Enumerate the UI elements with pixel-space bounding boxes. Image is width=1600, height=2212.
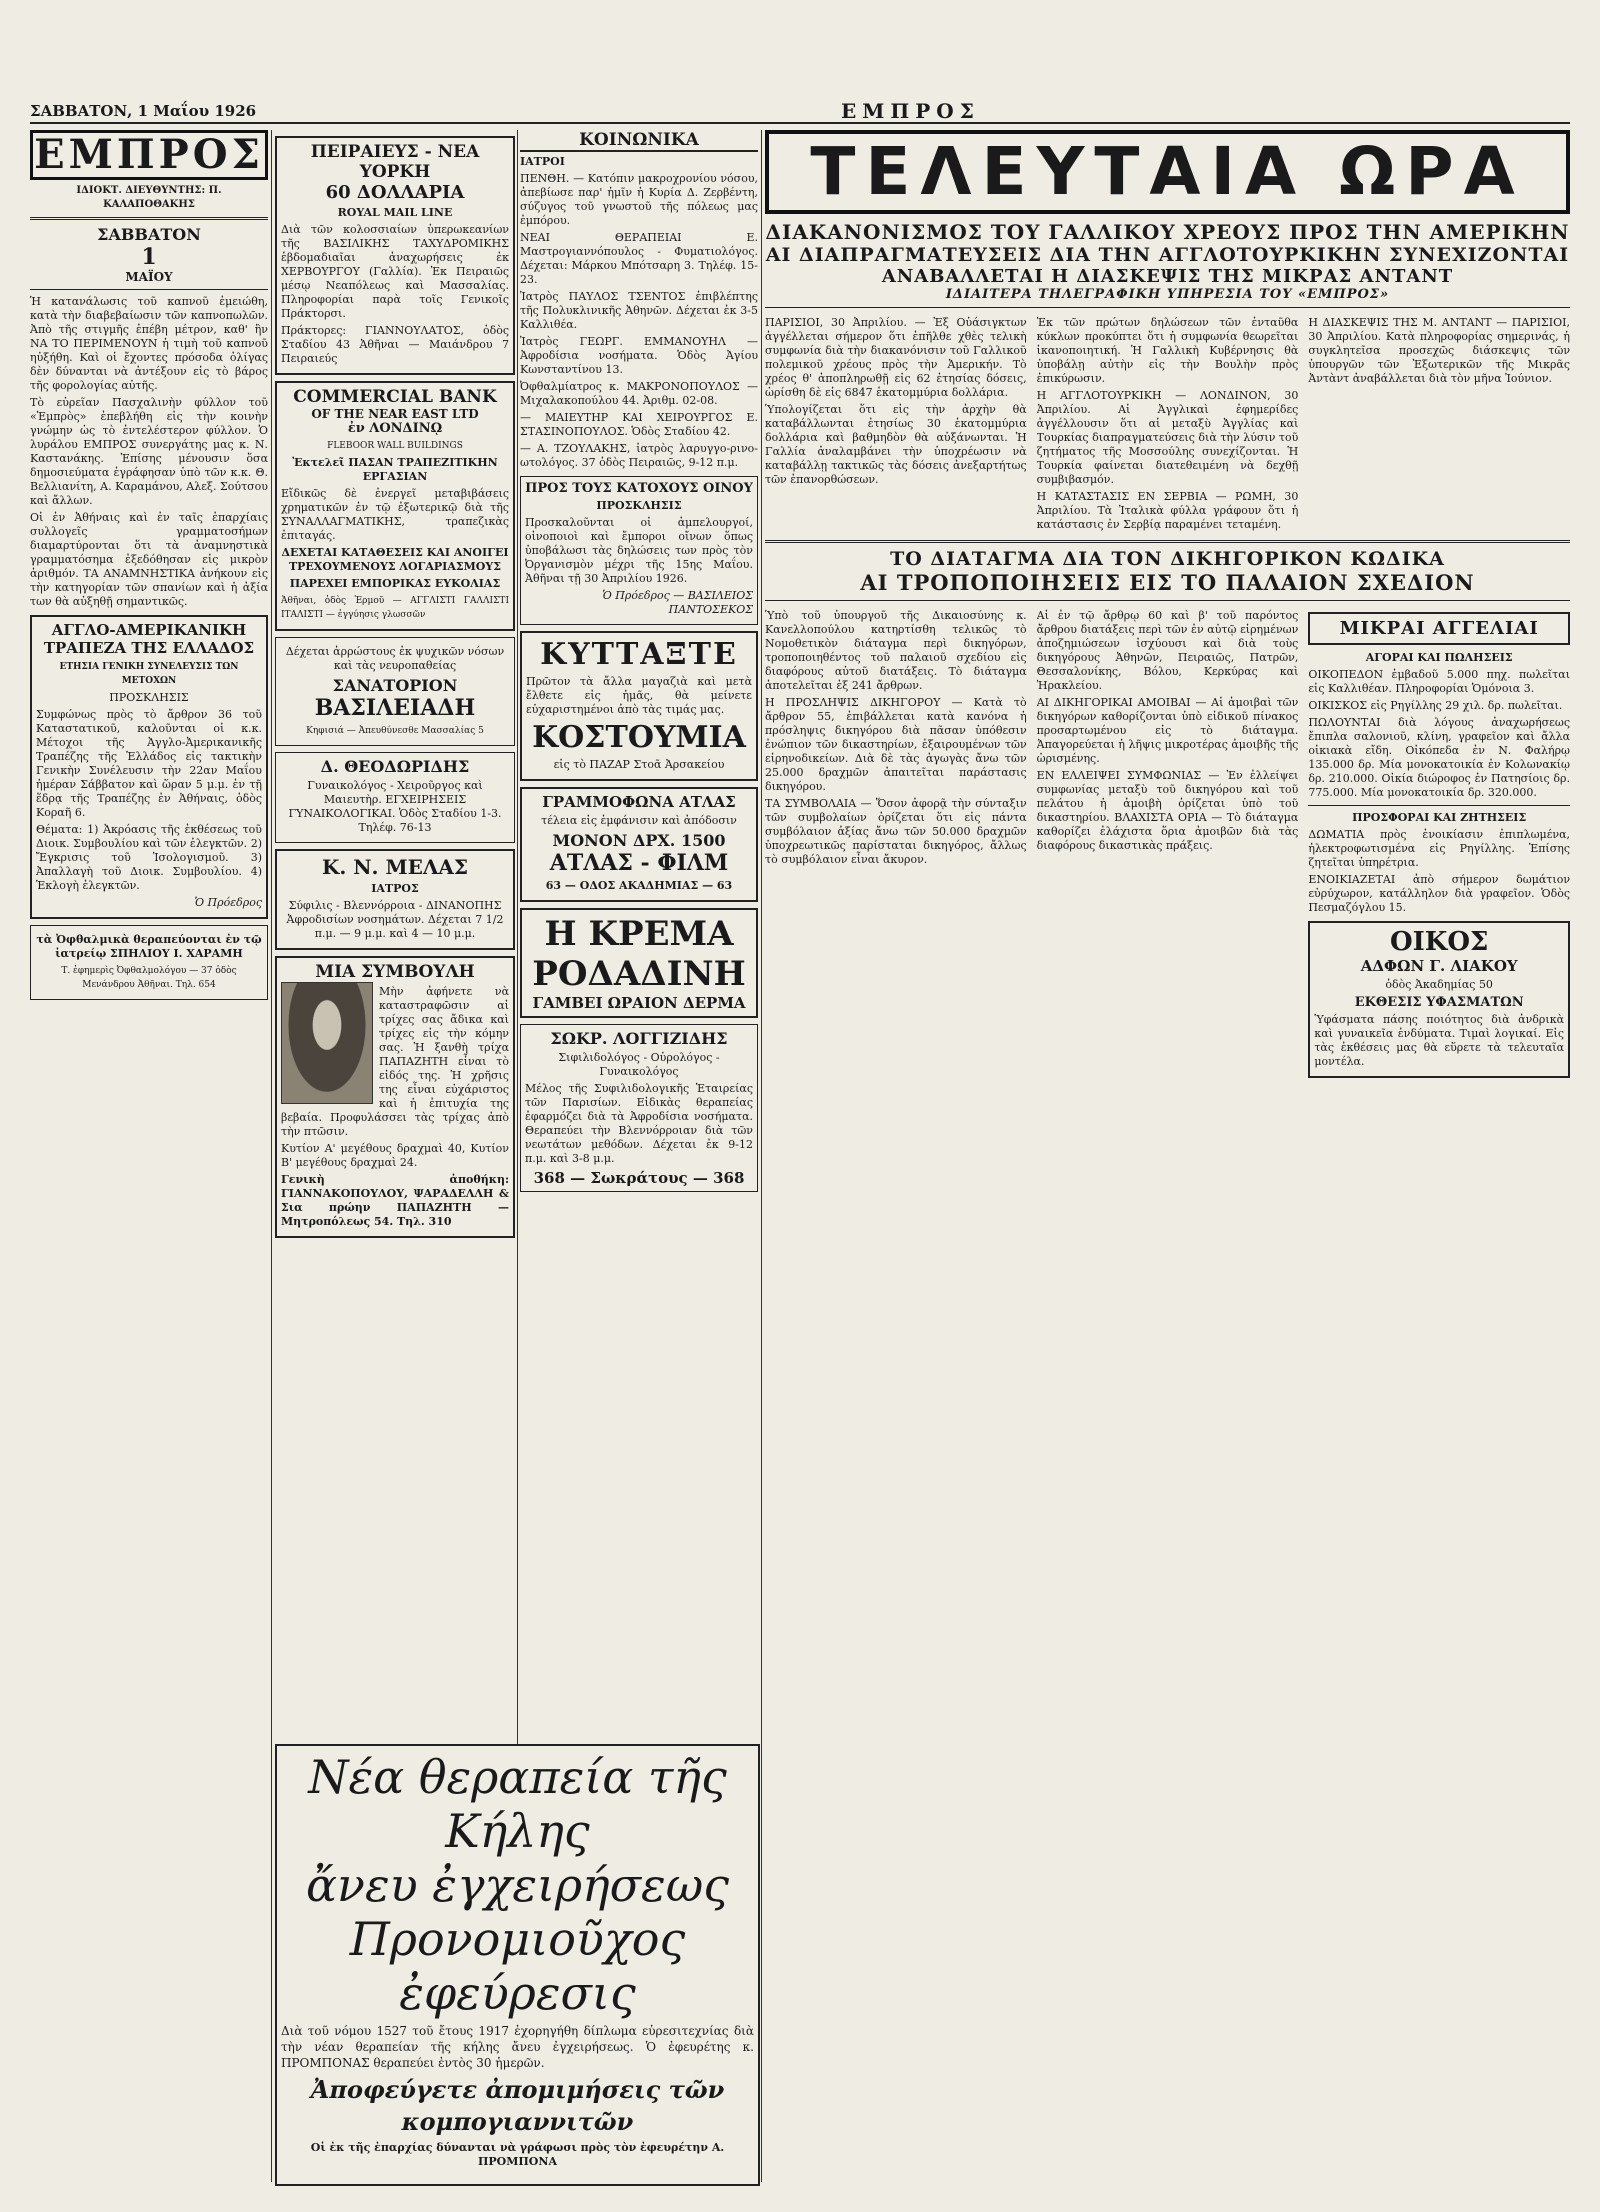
liakou-name: ΑΔΦΩΝ Γ. ΛΙΑΚΟΥ [1360, 957, 1518, 975]
doctor-name: ΣΩΚΡ. ΛΟΓΓΙΖΙΔΗΣ [550, 1029, 728, 1048]
bank-notice-label: ΠΡΟΣΚΛΗΣΙΣ [109, 691, 189, 704]
gramophone-price: ΜΟΝΟΝ ΔΡΧ. 1500 [552, 831, 726, 850]
header-spacer [1565, 102, 1570, 120]
doctor-title: Σιφιλιδολόγος - Οὐρολόγος - Γυναικολόγος [558, 1051, 720, 1078]
director-line: ΙΔΙΟΚΤ. ΔΙΕΥΘΥΝΤΗΣ: Π. ΚΑΛΑΠΟΘΑΚΗΣ [76, 185, 222, 210]
masthead: ΕΜΠΡΟΣ [30, 130, 268, 180]
melas-title: ΙΑΤΡΟΣ [371, 882, 419, 895]
social-item: Ἰατρὸς ΠΑΥΛΟΣ ΤΣΕΝΤΟΣ ἐπιβλέπτης τῆς Πολυκλινικῆς Ἀθηνῶν. Δέχεται ἐκ 3-5 Καλλιθέα. [520, 290, 758, 331]
wine-text: Προσκαλοῦνται οἱ ἀμπελουργοί, οἰνοποιοὶ καὶ ἔμποροι οἴνων ὅπως ὑποβάλωσι τὰς δηλώσεις των πρὸς τὸν Ὀργανισμὸν μέχρι τῆς 15ης Μαΐου. Ἀθῆναι τῇ 30 Ἀπριλίου 1926. [525, 516, 753, 585]
social-item: — ΜΑΙΕΥΤΗΡ ΚΑΙ ΧΕΙΡΟΥΡΓΟΣ Ε. ΣΤΑΣΙΝΟΠΟΥΛΟΣ. Ὁδὸς Σταδίου 42. [520, 411, 758, 438]
eye-clinic-ad [30, 925, 268, 1000]
kyttaxte-foot: εἰς τὸ ΠΑΖΑΡ Στοᾶ Ἀρσακείου [553, 758, 725, 771]
headline-2: ΑΙ ΔΙΑΠΡΑΓΜΑΤΕΥΣΕΙΣ ΔΙΑ ΤΗΝ ΑΓΓΛΟΤΟΥΡΚΙΚΗΝ ΣΥΝΕΧΙΖΟΝΤΑΙ [765, 244, 1570, 266]
offers-title: ΠΡΟΣΦΟΡΑΙ ΚΑΙ ΖΗΤΗΣΕΙΣ [1352, 811, 1527, 824]
bank-desc: Εἴδικῶς δὲ ἐνεργεῖ μεταβιβάσεις χρηματικῶν ἐν τῷ ἐξωτερικῷ διὰ τῆς ΣΥΝΑΛΛΑΓΜΑΤΙΚΗΣ, τραπεζικὰς ἐπιταγάς. [281, 487, 509, 542]
law-paragraph: Ὑπὸ τοῦ ὑπουργοῦ τῆς Δικαιοσύνης κ. Κανελλοπούλου κατηρτίσθη τελικῶς τὸ Νομοθετικὸν διάταγμα περὶ δικηγόρων, τροποποιηθέντος τοῦ παλαιοῦ σχεδίου εἰς διαφόρους αὐτοῦ διατάξεις. Τὸ διάταγμα ἀποτελεῖται ἐξ 241 ἄρθρων. [765, 609, 1027, 692]
month-label: ΜΑΪΟΥ [125, 270, 173, 284]
editorial-paragraph: Ἡ κατανάλωσις τοῦ καπνοῦ ἐμειώθη, κατὰ τὴν διαβεβαίωσιν τῶν καπνοπωλῶν. Ἀπὸ τῆς στιγμῆς ἐπέβη μέτρον, καθ' ἢν ΝΑ ΤΟ ΠΕΡΙΜΕΝΟΥΝ ἡ τιμὴ τοῦ καπνοῦ ηὐξήθη. Καὶ οἱ ἔχοντες πρόσοδα ὀλίγας δὲν δύνανται νὰ ἀντέξουν εἰς τὸ βάρος τῆς φορολογίας αὐτῆς. [30, 295, 268, 392]
law-paragraph: Η ΠΡΟΣΛΗΨΙΣ ΔΙΚΗΓΟΡΟΥ — Κατὰ τὸ ἄρθρον 55, ἐπιβάλλεται κατὰ κανόνα ἡ πρόσληψις δικηγόρου διὰ πᾶσαν ὑπόθεσιν ἐνώπιον τῶν δικαστηρίων, ἐξαιρουμένων τῶν εἰρηνοδικείων. Διὰ δὲ τὰς ἀγωγὰς ἄνω τῶν 25.000 δραχμῶν ἀπαιτεῖται παράστασις δικηγόρου. [765, 696, 1027, 793]
news-paragraph: Η ΔΙΑΣΚΕΨΙΣ ΤΗΣ Μ. ΑΝΤΑΝΤ — ΠΑΡΙΣΙΟΙ, 30 Ἀπριλίου. Κατὰ πληροφορίας σημερινάς, ἡ συγκλητεῖσα προσεχῶς διάσκεψις τῶν ὑπουργῶν τῶν Ἐξωτερικῶν τῆς Μικρᾶς Ἀντὰντ ἀναβάλλεται διὰ τὸν μῆνα Ἰούνιον. [1308, 316, 1570, 385]
shipping-ad [275, 136, 515, 375]
liakou-title: ΟΙΚΟΣ [1389, 927, 1489, 957]
doctor-address: 368 — Σωκράτους — 368 [533, 1169, 745, 1187]
cream-subtitle: ΓΑΜΒΕΙ ΩΡΑΙΟΝ ΔΕΡΜΑ [532, 994, 746, 1012]
kyttaxte-text: Πρῶτον τὰ ἄλλα μαγαζιὰ καὶ μετὰ ἔλθετε εἰς ἡμᾶς, θὰ μείνετε εὐχαριστημένοι ἀπὸ τὰς τιμάς μας. [526, 675, 752, 716]
advice-distributor: Γενικὴ ἀποθήκη: ΓΙΑΝΝΑΚΟΠΟΥΛΟΥ, ΨΑΡΑΔΕΛΛΗ & Σια πρώην ΠΑΠΑΖΗΤΗ — Μητροπόλεως 54. Τηλ. 310 [281, 1173, 509, 1228]
bank-city: ἐν ΛΟΝΔΙΝῼ [347, 421, 443, 436]
bank-exec: Ἐκτελεῖ ΠΑΣΑΝ ΤΡΑΠΕΖΙΤΙΚΗΝ ΕΡΓΑΣΙΑΝ [292, 456, 498, 483]
editorial-paragraph: Οἱ ἐν Ἀθήναις καὶ ἐν ταῖς ἐπαρχίαις συλλογεῖς γραμματοσήμων διαμαρτύρονται ὅτι τὰ ἀναμνηστικὰ γραμματόσημα ἐξεδόθησαν εἰς μικρὸν ἀριθμόν. ΤΑ ΑΝΑΜΝΗΣΤΙΚΑ ἀνήκουν εἰς τὴν κατηγορίαν τῶν σπανίων καὶ ἡ ἀξία των θὰ αὐξηθῇ σημαντικῶς. [30, 511, 268, 608]
gramophone-ad [520, 787, 758, 902]
sanatorium-title: ΣΑΝΑΤΟΡΙΟΝ [332, 676, 458, 695]
commercial-bank-ad [275, 381, 515, 631]
small-ad: ΟΙΚΙΣΚΟΣ εἰς Ρηγίλλης 29 χιλ. δρ. πωλεῖται. [1308, 699, 1563, 712]
column-1 [30, 130, 268, 2182]
hernia-foot: Οἱ ἐκ τῆς ἐπαρχίας δύνανται νὰ γράφωσι πρὸς τὸν ἐφευρέτην Α. ΠΡΟΜΠΟΝΑ [310, 2141, 725, 2168]
shipping-text: Διὰ τῶν κολοσσιαίων ὑπερωκεανίων τῆς ΒΑΣΙΛΙΚΗΣ ΤΑΧΥΔΡΟΜΙΚΗΣ ἑβδομαδιαῖαι ἀναχωρήσεις ἐκ ΧΕΡΒΟΥΡΓΟΥ (Γαλλία). Ἐκ Πειραιῶς μέσῳ Νεαπόλεως καὶ Μασσαλίας. Πληροφορίαι παρὰ τοῖς Γενικοῖς Πράκτορσι. [281, 223, 509, 320]
cream-ad [520, 908, 758, 1018]
wine-notice [520, 476, 758, 625]
gramophone-address: 63 — ΟΔΟΣ ΑΚΑΔΗΜΙΑΣ — 63 [545, 879, 733, 892]
wine-title: ΠΡΟΣ ΤΟΥΣ ΚΑΤΟΧΟΥΣ ΟΙΝΟΥ [525, 481, 753, 496]
eye-clinic-title: τὰ Ὀφθαλμικὰ θεραπεύονται ἐν τῷ ἰατρείῳ ΣΠΗΛΙΟΥ Ι. ΧΑΡΑΜΗ [36, 933, 262, 960]
column-4 [765, 130, 1570, 2182]
headline-3: ΑΝΑΒΑΛΛΕΤΑΙ Η ΔΙΑΣΚΕΨΙΣ ΤΗΣ ΜΙΚΡΑΣ ΑΝΤΑΝΤ [881, 266, 1454, 287]
social-item: Ὀφθαλμίατρος κ. ΜΑΚΡΟΝΟΠΟΥΛΟΣ — Μιχαλακοπούλου 44. Ἀριθμ. 02-08. [520, 380, 758, 407]
gramophone-title: ΓΡΑΜΜΟΦΩΝΑ ΑΤΛΑΣ [542, 793, 736, 811]
bank-deposit: ΔΕΧΕΤΑΙ ΚΑΤΑΘΕΣΕΙΣ ΚΑΙ ΑΝΟΙΓΕΙ ΤΡΕΧΟΥΜΕΝΟΥΣ ΛΟΓΑΡΙΑΣΜΟΥΣ [281, 546, 509, 573]
law-paragraph: ΑΙ ΔΙΚΗΓΟΡΙΚΑΙ ΑΜΟΙΒΑΙ — Αἱ ἀμοιβαὶ τῶν δικηγόρων καθορίζονται ὑπὸ εἰδικοῦ πίνακος προσαρτωμένου εἰς τὸ διάταγμα. Ἀπαγορεύεται ἡ λῆψις μικροτέρας ἀμοιβῆς τῆς ὡρισμένης. [1036, 696, 1299, 765]
cream-name: ΡΟΔΑΔΙΝΗ [532, 954, 746, 994]
sanatorium-doctor: ΒΑΣΙΛΕΙΑΔΗ [314, 695, 476, 721]
news-paragraph: Η ΑΓΓΛΟΤΟΥΡΚΙΚΗ — ΛΟΝΔΙΝΟΝ, 30 Ἀπριλίου. Αἱ Ἀγγλικαὶ ἐφημερίδες ἀγγέλλουσιν ὅτι αἱ μεταξὺ Ἀγγλίας καὶ Τουρκίας διαπραγματεύσεις διὰ τὴν λύσιν τοῦ ζητήματος τῆς Μοσσούλης συνεχίζονται. Ἡ Τουρκία φαίνεται διατεθειμένη νὰ δεχθῇ συμβιβασμόν. [1036, 389, 1299, 486]
liakou-ad [1308, 921, 1570, 1078]
woman-portrait-icon [281, 982, 373, 1104]
law-columns [765, 606, 1570, 1084]
social-section-title: ΚΟΙΝΩΝΙΚΑ [520, 130, 758, 152]
melas-name: Κ. Ν. ΜΕΛΑΣ [321, 855, 469, 879]
header-date: ΣΑΒΒΑΤΟΝ, 1 Μαΐου 1926 [30, 102, 257, 120]
small-ad: ΟΙΚΟΠΕΔΟΝ ἐμβαδοῦ 5.000 πηχ. πωλεῖται εἰς Καλλιθέαν. Πληροφορίαι Ὁμόνοια 3. [1308, 668, 1570, 695]
cream-title: Η ΚΡΕΜΑ [544, 914, 734, 954]
offer-ad: ΕΝΟΙΚΙΑΖΕΤΑΙ ἀπὸ σήμερον δωμάτιον εὐρύχωρον, κατάλληλον διὰ γραφεῖον. Ὁδὸς Πεσμαζόγλου 15. [1308, 873, 1570, 914]
shipping-route: ΠΕΙΡΑΙΕΥΣ - ΝΕΑ ΥΟΡΚΗ [310, 142, 480, 182]
headline-1: ΔΙΑΚΑΝΟΝΙΣΜΟΣ ΤΟΥ ΓΑΛΛΙΚΟΥ ΧΡΕΟΥΣ ΠΡΟΣ ΤΗΝ ΑΜΕΡΙΚΗΝ [765, 220, 1570, 244]
law-headline-2: ΑΙ ΤΡΟΠΟΠΟΙΗΣΕΙΣ ΕΙΣ ΤΟ ΠΑΛΑΙΟΝ ΣΧΕΔΙΟΝ [860, 570, 1475, 595]
divider [30, 289, 268, 290]
social-item: — Α. ΤΖΟΥΛΑΚΗΣ, ἰατρὸς λαρυγγο-ρινο-ωτολόγος. 37 ὁδὸς Πειραιῶς, 9-12 π.μ. [520, 442, 758, 469]
liakou-subtitle: ΕΚΘΕΣΙΣ ΥΦΑΣΜΑΤΩΝ [1354, 995, 1524, 1010]
hernia-line-2: ἄνευ ἐγχειρήσεως [305, 1858, 730, 1912]
doctor-text: Μέλος τῆς Συφιλιδολογικῆς Ἑταιρείας τῶν Παρισίων. Εἰδικὰς θεραπείας ἐφαρμόζει διὰ τὰ Ἀφροδίσια νοσήματα. Θεραπεύει τὴν Βλεννόρροιαν διὰ τῶν νεωτάτων μεθόδων. Δέχεται ἐκ 9-12 π.μ. καὶ 3-8 μ.μ. [525, 1082, 753, 1165]
small-ads-subtitle: ΑΓΟΡΑΙ ΚΑΙ ΠΩΛΗΣΕΙΣ [1365, 651, 1513, 664]
day-label: ΣΑΒΒΑΤΟΝ [97, 225, 201, 244]
divider [765, 540, 1570, 543]
kyttaxte-title: ΚΥΤΤΑΞΤΕ [540, 637, 738, 672]
law-paragraph: ΤΑ ΣΥΜΒΟΛΑΙΑ — Ὅσον ἀφορᾷ τὴν σύνταξιν τῶν συμβολαίων ὁρίζεται ὅτι εἰς πάντα συμβόλαιον ἀξίας ἄνω τῶν 50.000 δραχμῶν ὑποχρεωτικῶς παρίσταται δικηγόρος, ἄλλως τὸ συμβόλαιον εἶναι ἄκυρον. [765, 797, 1027, 866]
law-paragraph: ΕΝ ΕΛΛΕΙΨΕΙ ΣΥΜΦΩΝΙΑΣ — Ἐν ἐλλείψει συμφωνίας μεταξὺ τοῦ δικηγόρου καὶ τοῦ πελάτου ἡ ἀμοιβὴ ὁρίζεται ὑπὸ τοῦ δικαστηρίου. ΒΛΑΧΙΣΤΑ ΟΡΙΑ — Τὸ διάταγμα καθορίζει ἐλάχιστα ὅρια ἀμοιβῶν διὰ τὰς διαφόρους δικαστικὰς πράξεις. [1036, 769, 1299, 852]
kyttaxte-ad [520, 631, 758, 781]
advice-price: Κυτίον Α' μεγέθους δραχμαὶ 40, Κυτίον Β' μεγέθους δραχμαὶ 24. [281, 1142, 509, 1169]
divider [1308, 805, 1570, 806]
advice-title: ΜΙΑ ΣΥΜΒΟΥΛΗ [315, 962, 475, 982]
news-paragraph: Η ΚΑΤΑΣΤΑΣΙΣ ΕΝ ΣΕΡΒΙΑ — ΡΩΜΗ, 30 Ἀπριλίου. Τὰ Ἰταλικὰ φύλλα γράφουν ὅτι ἡ κατάστασις ἐν Σερβίᾳ παραμένει τεταμένη. [1036, 490, 1299, 531]
social-item: ΝΕΑΙ ΘΕΡΑΠΕΙΑΙ Ε. Μαστρογιαννόπουλος - Φυματιολόγος. Δέχεται: Μάρκου Μπότσαρη 3. Τηλέφ. 15-23. [520, 231, 758, 286]
wine-sign: Ὁ Πρόεδρος — ΒΑΣΙΛΕΙΟΣ ΠΑΝΤΟΣΕΚΟΣ [602, 589, 753, 616]
news-columns [765, 313, 1570, 535]
bank-name: COMMERCIAL BANK [293, 387, 497, 407]
last-hour-banner: ΤΕΛΕΥΤΑΙΑ ΩΡΑ [765, 130, 1570, 214]
bank-notice-issues: Θέματα: 1) Ἀκρόασις τῆς ἐκθέσεως τοῦ Διοικ. Συμβουλίου καὶ τῶν ἐλεγκτῶν. 2) Ἔγκρισις τοῦ Ἰσολογισμοῦ. 3) Ἀπαλλαγὴ τοῦ Διοικ. Συμβουλίου. 4) Ἐκλογὴ ἐλεγκτῶν. [36, 823, 262, 892]
law-paragraph: Αἱ ἐν τῷ ἄρθρῳ 60 καὶ β' τοῦ παρόντος ἄρθρου διατάξεις περὶ τῶν ἐν αὐτῷ εἰρημένων ἀποζημιώσεων ἰσχύουσι καὶ διὰ τοὺς δικηγόρους Ἀθηνῶν, Πειραιῶς, Πατρῶν, Θεσσαλονίκης, Βόλου, Κερκύρας καὶ Ἡρακλείου. [1036, 609, 1299, 692]
eye-clinic-address: Τ. ἐφημερὶς Ὀφθαλμολόγου — 37 ὁδὸς Μενάνδρου Ἀθῆναι. Τηλ. 654 [61, 966, 237, 990]
hernia-line-1: Νέα θεραπεία τῆς Κήλης [308, 1750, 727, 1858]
divider [765, 600, 1570, 601]
header-masthead: ΕΜΠΡΟΣ [840, 99, 980, 123]
bank-notice-subtitle: ΕΤΗΣΙΑ ΓΕΝΙΚΗ ΣΥΝΕΛΕΥΣΙΣ ΤΩΝ ΜΕΤΟΧΩΝ [59, 662, 239, 686]
news-paragraph: Ἐκ τῶν πρώτων δηλώσεων τῶν ἐνταῦθα κύκλων προκύπτει ὅτι ἡ συμφωνία θεωρεῖται ἱκανοποιητική. Ἡ Γαλλικὴ Κυβέρνησις θὰ ὑποβάλῃ αὐτὴν εἰς τὴν Βουλὴν πρὸς ἐπικύρωσιν. [1036, 316, 1299, 385]
longizidis-ad [520, 1024, 758, 1192]
small-ads-title: ΜΙΚΡΑΙ ΑΓΓΕΛΙΑΙ [1339, 618, 1539, 639]
divider [765, 307, 1570, 308]
news-paragraph: Ὑπολογίζεται ὅτι εἰς τὴν ἀρχὴν θὰ καταβάλλωνται ἐτησίως 30 ἑκατομμύρια δολλάρια καὶ βαθμηδὸν θὰ αὐξάνωνται. Ἡ Γαλλία ἀναλαμβάνει τὴν ὑποχρέωσιν νὰ καταβάλλῃ τακτικῶς τὰς δόσεις ἀνεξαρτήτως τῶν ἐπανορθώσεων. [765, 403, 1027, 486]
divider [30, 217, 268, 220]
bank-facilities: ΠΑΡΕΧΕΙ ΕΜΠΟΡΙΚΑΣ ΕΥΚΟΛΙΑΣ [289, 577, 501, 590]
page-header [30, 100, 1570, 124]
bank-notice-title: ΑΓΓΛΟ-ΑΜΕΡΙΚΑΝΙΚΗ ΤΡΑΠΕΖΑ ΤΗΣ ΕΛΛΑΔΟΣ [43, 621, 255, 657]
melas-text: Σύφιλις - Βλεννόρροια - ΔΙΝΑΝΟΠΗΣ Ἀφροδισίων νοσημάτων. Δέχεται 7 1/2 π.μ. — 9 μ.μ. καὶ 4 — 10 μ.μ. [286, 899, 504, 940]
small-ads-box [1308, 612, 1570, 645]
gramophone-text: τέλεια εἰς ἐμφάνισιν καὶ ἀπόδοσιν [541, 814, 737, 827]
sanatorium-intro: Δέχεται ἀρρώστους ἐκ ψυχικῶν νόσων καὶ τὰς νευροπαθείας [285, 645, 505, 672]
bank-notice-sign: Ὁ Πρόεδρος [194, 896, 262, 909]
shipping-agent: Πράκτορες: ΓΙΑΝΝΟΥΛΑΤΟΣ, ὁδὸς Σταδίου 43 Ἀθῆναι — Μαιάνδρου 7 Πειραιεύς [281, 324, 509, 365]
melas-ad [275, 849, 515, 950]
theodoridis-name: Δ. ΘΕΟΔΩΡΙΔΗΣ [320, 757, 470, 776]
small-ad: ΠΩΛΟΥΝΤΑΙ διὰ λόγους ἀναχωρήσεως ἔπιπλα σαλονιοῦ, κλίνη, γραφεῖον καὶ ἄλλα οἰκιακὰ εἴδη. Οἰκόπεδα ἐν Ν. Φαλήρῳ 135.000 δρ. Μία μονοκατοικία ἐν Κολωνακίῳ δρ. 210.000. Οἰκία διώροφος ἐν Πατησίοις δρ. 775.000. Μία μονοκατοικία δρ. 320.000. [1308, 716, 1570, 799]
hernia-avoid: Ἀποφεύγετε ἀπομιμήσεις τῶν κομπογιαννιτῶν [310, 2075, 725, 2136]
law-headline-1: ΤΟ ΔΙΑΤΑΓΜΑ ΔΙΑ ΤΟΝ ΔΙΚΗΓΟΡΙΚΟΝ ΚΩΔΙΚΑ [890, 548, 1445, 570]
bank-foot: Ἀθῆναι, ὁδὸς Ἑρμοῦ — ΑΓΓΛΙΣΤΙ ΓΑΛΛΙΣΤΙ ΙΤΑΛΙΣΤΙ — ἐγγύησις γλωσσῶν [281, 596, 509, 620]
hernia-treatment-ad [275, 1744, 760, 2186]
bank-notice-text: Συμφώνως πρὸς τὸ ἄρθρον 36 τοῦ Καταστατικοῦ, καλοῦνται οἱ κ.κ. Μέτοχοι τῆς Ἀγγλο-Ἀμερικανικῆς Τραπέζης τῆς Ἑλλάδος εἰς τακτικὴν Γενικὴν Συνέλευσιν τὴν 22αν Μαΐου ἡμέραν Σάββατον καὶ ὥραν 5 μ.μ. ἐν τῇ ἕδρᾳ τῆς Τραπέζης ἐν Ἀθήναις, ὁδὸς Κοραῆ 6. [36, 708, 262, 819]
column-divider [271, 130, 272, 2182]
hernia-line-3: Προνομιοῦχος ἐφεύρεσις [349, 1912, 686, 2020]
bank-address: FLEBOOR WALL BUILDINGS [327, 441, 463, 451]
social-subtitle: ΙΑΤΡΟΙ [520, 155, 565, 168]
bank-notice [30, 615, 268, 919]
column-divider [761, 130, 762, 2182]
date-number: 1 [141, 244, 157, 270]
editorial-paragraph: Τὸ εὐρεῖαν Πασχαλινὴν φύλλον τοῦ «Ἐμπρὸς» ἐπεβλήθη εἰς τὴν κοινὴν γνώμην ὡς τὸ ἐντελέστερον φύλλον. Ὁ λυράλου ΕΜΠΡΟΣ συνεργάτης μας κ. Ν. Καστανάκης. Ἐπίσης μένουσιν ὅσα δημοσιεύματα ἐγράφησαν ὑπὸ τῶν κ.κ. Θ. Βελλιανίτη, Α. Καραμάνου, Αλεξ. Σούτσου καὶ ἄλλων. [30, 396, 268, 507]
shipping-line: ROYAL MAIL LINE [337, 206, 453, 219]
theodoridis-ad [275, 752, 515, 843]
hernia-text: Διὰ τοῦ νόμου 1527 τοῦ ἔτους 1917 ἐχορηγήθη δίπλωμα εὑρεσιτεχνίας διὰ τὴν νέαν θεραπείαν τῆς κήλης ἄνευ ἐγχειρήσεως. Ὁ ἐφευρέτης κ. ΠΡΟΜΠΟΝΑΣ θεραπεύει ἐντὸς 30 ἡμερῶν. [281, 2024, 754, 2070]
theodoridis-text: Γυναικολόγος - Χειροῦργος καὶ Μαιευτὴρ. ΕΓΧΕΙΡΗΣΕΙΣ ΓΥΝΑΙΚΟΛΟΓΙΚΑΙ. Ὁδὸς Σταδίου 1-3. Τηλέφ. 76-13 [288, 779, 502, 834]
social-item: Ἰατρὸς ΓΕΩΡΓ. ΕΜΜΑΝΟΥΗΛ — Ἀφροδίσια νοσήματα. Ὁδὸς Ἀγίου Κωνσταντίνου 13. [520, 335, 758, 376]
liakou-text: Ὑφάσματα πάσης ποιότητος διὰ ἀνδρικὰ καὶ γυναικεῖα ἐνδύματα. Τιμαὶ λογικαί. Εἰς τὰς ἐκθέσεις μας θὰ εὕρετε τὰ τελευταῖα μοντέλα. [1314, 1013, 1565, 1068]
headline-4: ΙΔΙΑΙΤΕΡΑ ΤΗΛΕΓΡΑΦΙΚΗ ΥΠΗΡΕΣΙΑ ΤΟΥ «ΕΜΠΡΟΣ» [945, 287, 1390, 302]
kyttaxte-costumes: ΚΟΣΤΟΥΜΙΑ [532, 720, 746, 755]
news-paragraph: ΠΑΡΙΣΙΟΙ, 30 Ἀπριλίου. — Ἐξ Οὐάσιγκτων ἀγγέλλεται σήμερον ὅτι ἐπῆλθε χθὲς τελικὴ συμφωνία διὰ τὴν διακανόνισιν τοῦ Γαλλικοῦ πολεμικοῦ χρέους πρὸς τὴν Ἀμερικήν. Τὸ χρέος θ' ἀποπληρωθῇ εἰς 62 ἐτησίας δόσεις, ὡρίσθη δὲ εἰς 6847 ἑκατομμύρια δολλάρια. [765, 316, 1027, 399]
bank-name-sub: OF THE NEAR EAST LTD [311, 407, 479, 421]
shipping-price: 60 ΔΟΛΛΑΡΙΑ [325, 182, 465, 203]
wine-label: ΠΡΟΣΚΛΗΣΙΣ [596, 499, 682, 512]
hair-advice-ad [275, 956, 515, 1238]
social-item: ΠΕΝΘΗ. — Κατόπιν μακροχρονίου νόσου, ἀπεβίωσε παρ' ἡμῖν ἡ Κυρία Δ. Ζερβέντη, σύζυγος τοῦ γνωστοῦ τῆς πόλεως μας ἐμπόρου. [520, 172, 758, 227]
offer-ad: ΔΩΜΑΤΙΑ πρὸς ἐνοικίασιν ἐπιπλωμένα, ἠλεκτροφωτισμένα εἰς Ρηγίλλης. Ἐπίσης ζητεῖται ὑπηρέτρια. [1308, 828, 1570, 869]
sanatorium-ad [275, 637, 515, 746]
advice-text: Μὴν ἀφήνετε νὰ καταστραφῶσιν αἱ τρίχες σας ἄδικα καὶ τρίχες εἰς τὴν κόμην σας. Ἡ ξανθὴ τρίχα ΠΑΠΑΖΗΤΗ εἶναι τὸ εἰδός της. Ἡ χρῆσις της εἶναι εὐχάριστος καὶ ἡ ἐπιτυχία της βεβαία. Προφυλάσσει τὰς τρίχας ἀπὸ τὴν πτῶσιν. [281, 985, 509, 1138]
gramophone-film: ΑΤΛΑΣ - ΦΙΛΜ [549, 850, 729, 876]
liakou-address: ὁδὸς Ἀκαδημίας 50 [1385, 978, 1493, 991]
sanatorium-foot: Κηφισιά — Ἀπευθύνεσθε Μασσαλίας 5 [306, 726, 484, 736]
